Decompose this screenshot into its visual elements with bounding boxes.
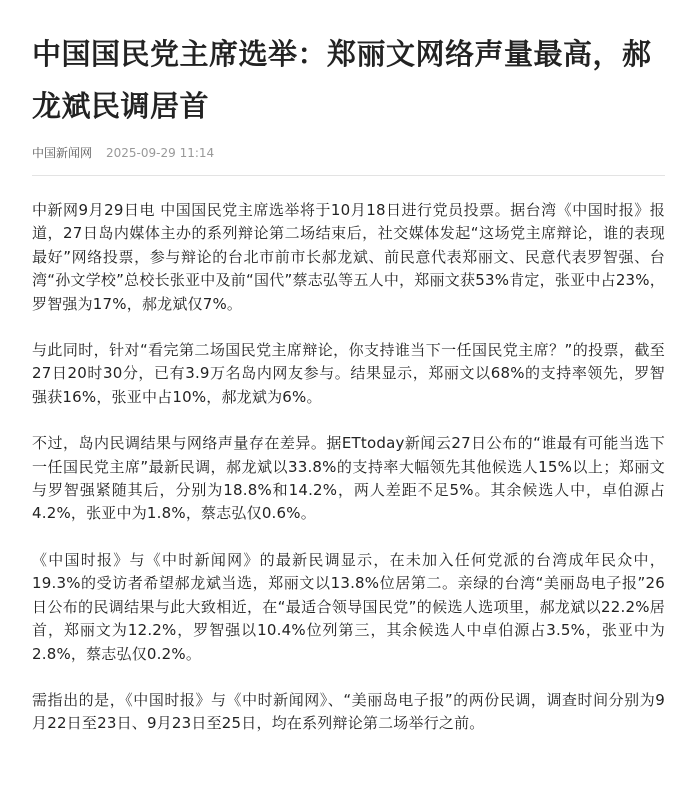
article-paragraph: 《中国时报》与《中时新闻网》的最新民调显示，在未加入任何党派的台湾成年民众中，19.3%的受访者希望郝龙斌当选，郑丽文以13.8%位居第二。亲绿的台湾“美丽岛电子报”26日公布的民调结果与此大致相近，在“最适合领导国民党”的候选人选项里，郝龙斌以22.2%居首，郑丽文为12.2%，罗智强以10.4%位列第三，其余候选人中卓伯源占3.5%，张亚中为2.8%，蔡志弘仅0.2%。 bbox=[32, 550, 665, 663]
article-paragraph: 需指出的是，《中国时报》与《中时新闻网》、“美丽岛电子报”的两份民调，调查时间分别为9月22日至23日、9月23日至25日，均在系列辩论第二场举行之前。 bbox=[32, 690, 665, 733]
article-source[interactable]: 中国新闻网 bbox=[32, 146, 93, 160]
article-body bbox=[32, 199, 665, 736]
article-datetime: 2025-09-29 11:14 bbox=[106, 146, 215, 160]
article-paragraph: 中新网9月29日电 中国国民党主席选举将于10月18日进行党员投票。据台湾《中国时报》报道，27日岛内媒体主办的系列辩论第二场结束后，社交媒体发起“这场党主席辩论，谁的表现最好”网络投票，参与辩论的台北市前市长郝龙斌、前民意代表郑丽文、民意代表罗智强、台湾“孙文学校”总校长张亚中及前“国代”蔡志弘等五人中，郑丽文获53%肯定，张亚中占23%，罗智强为17%，郝龙斌仅7%。 bbox=[32, 201, 665, 313]
article-paragraph: 与此同时，针对“看完第二场国民党主席辩论，你支持谁当下一任国民党主席？”的投票，截至27日20时30分，已有3.9万名岛内网友参与。结果显示，郑丽文以68%的支持率领先，罗智强获16%，张亚中占10%，郝龙斌为6%。 bbox=[32, 341, 665, 406]
meta-divider bbox=[32, 175, 665, 176]
article-meta bbox=[32, 145, 665, 161]
article-paragraph: 不过，岛内民调结果与网络声量存在差异。据ETtoday新闻云27日公布的“谁最有可能当选下一任国民党主席”最新民调，郝龙斌以33.8%的支持率大幅领先其他候选人15%以上；郑丽文与罗智强紧随其后，分别为18.8%和14.2%，两人差距不足5%。其余候选人中，卓伯源占4.2%，张亚中为1.8%，蔡志弘仅0.6%。 bbox=[32, 434, 665, 523]
article-title: 中国国民党主席选举：郑丽文网络声量最高，郝龙斌民调居首 bbox=[32, 37, 652, 123]
